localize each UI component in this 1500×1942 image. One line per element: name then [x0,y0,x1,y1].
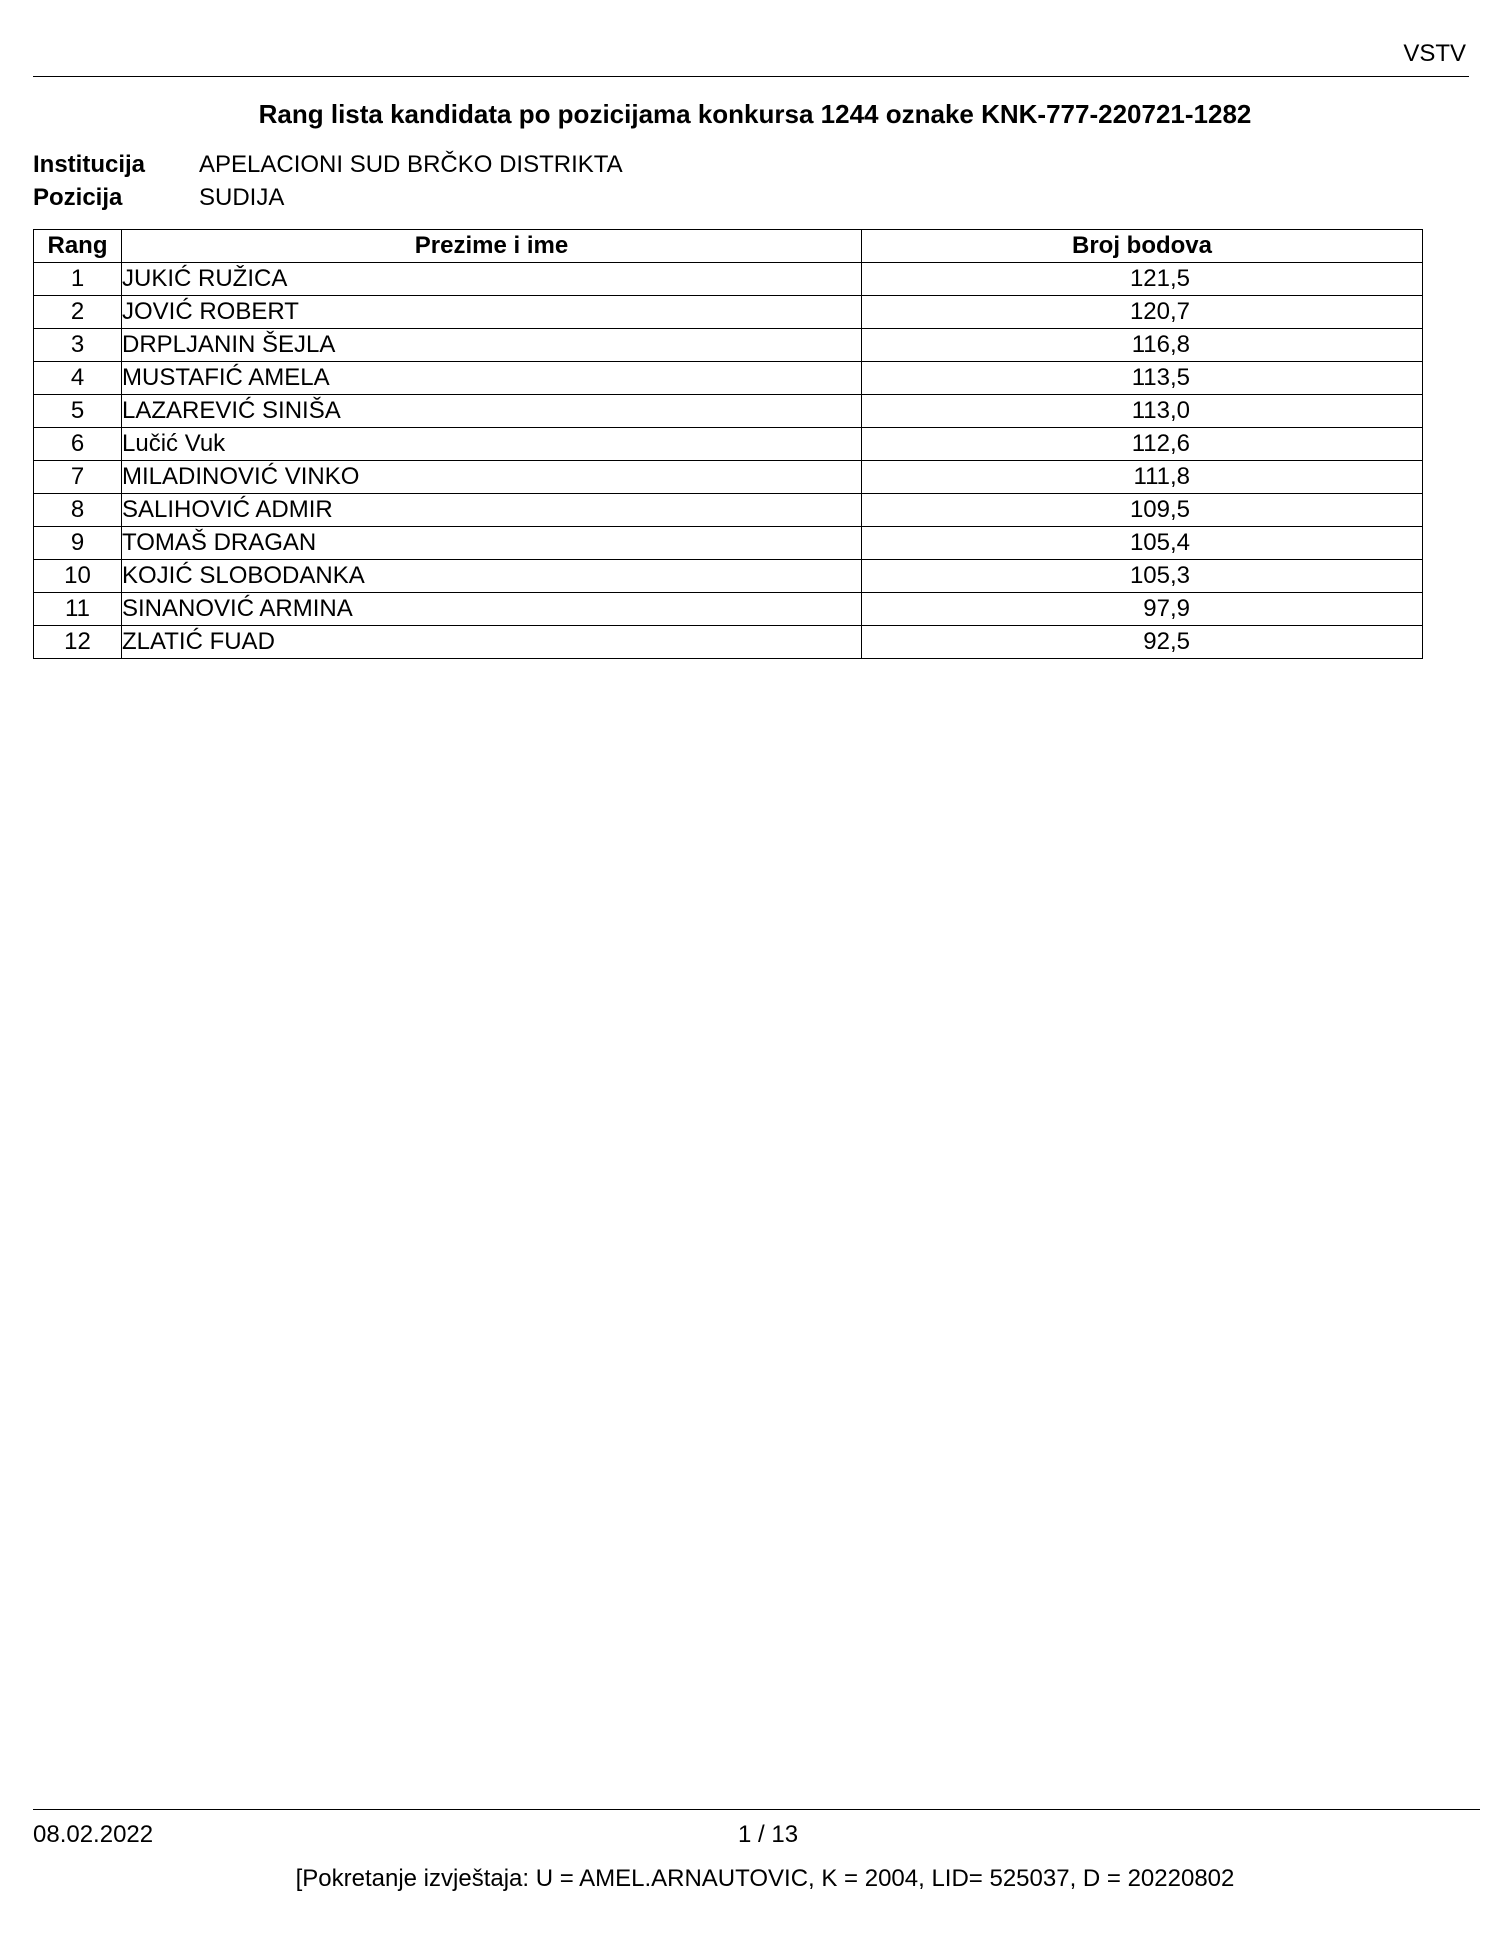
column-header-name: Prezime i ime [122,230,862,263]
table-row [34,560,1423,593]
name-cell: MUSTAFIĆ AMELA [122,362,862,395]
table-row [34,296,1423,329]
table-header-row [34,230,1423,263]
table-row [34,329,1423,362]
points-cell: 121,5 [862,263,1423,296]
rank-cell: 10 [34,560,122,593]
points-cell: 109,5 [862,494,1423,527]
table-row [34,362,1423,395]
page-indicator: 1 / 13 [738,1821,799,1848]
rank-cell: 7 [34,461,122,494]
name-cell: JUKIĆ RUŽICA [122,263,862,296]
position-label: Pozicija [33,184,123,211]
name-cell: LAZAREVIĆ SINIŠA [122,395,862,428]
table-row [34,494,1423,527]
table-row [34,461,1423,494]
report-run-info: [Pokretanje izvještaja: U = AMEL.ARNAUTOVIC, K = 2004, LID= 525037, D = 20220802 [295,1865,1235,1892]
rank-cell: 1 [34,263,122,296]
table-row [34,593,1423,626]
column-header-points: Broj bodova [862,230,1423,263]
points-cell: 92,5 [862,626,1423,659]
name-cell: DRPLJANIN ŠEJLA [122,329,862,362]
points-cell: 97,9 [862,593,1423,626]
rank-cell: 4 [34,362,122,395]
table-row [34,428,1423,461]
name-cell: MILADINOVIĆ VINKO [122,461,862,494]
name-cell: SINANOVIĆ ARMINA [122,593,862,626]
rank-cell: 9 [34,527,122,560]
table-row [34,263,1423,296]
points-cell: 105,3 [862,560,1423,593]
rank-cell: 5 [34,395,122,428]
ranking-table [33,229,1423,659]
rank-cell: 11 [34,593,122,626]
rank-cell: 8 [34,494,122,527]
footer-date: 08.02.2022 [33,1821,154,1848]
rank-cell: 3 [34,329,122,362]
points-cell: 116,8 [862,329,1423,362]
name-cell: Lučić Vuk [122,428,862,461]
document-title: Rang lista kandidata po pozicijama konkursa 1244 oznake KNK-777-220721-1282 [258,99,1252,129]
table-row [34,395,1423,428]
column-header-rank: Rang [34,230,122,263]
position-value: SUDIJA [199,184,285,211]
table-row [34,527,1423,560]
rank-cell: 6 [34,428,122,461]
points-cell: 111,8 [862,461,1423,494]
name-cell: TOMAŠ DRAGAN [122,527,862,560]
header-divider [33,76,1469,77]
table-row [34,626,1423,659]
name-cell: KOJIĆ SLOBODANKA [122,560,862,593]
points-cell: 105,4 [862,527,1423,560]
footer-divider [33,1809,1480,1810]
rank-cell: 12 [34,626,122,659]
name-cell: ZLATIĆ FUAD [122,626,862,659]
points-cell: 113,5 [862,362,1423,395]
institution-label: Institucija [33,151,146,178]
name-cell: SALIHOVIĆ ADMIR [122,494,862,527]
points-cell: 113,0 [862,395,1423,428]
rank-cell: 2 [34,296,122,329]
header-brand: VSTV [1403,40,1466,67]
points-cell: 120,7 [862,296,1423,329]
institution-value: APELACIONI SUD BRČKO DISTRIKTA [199,151,623,178]
points-cell: 112,6 [862,428,1423,461]
name-cell: JOVIĆ ROBERT [122,296,862,329]
